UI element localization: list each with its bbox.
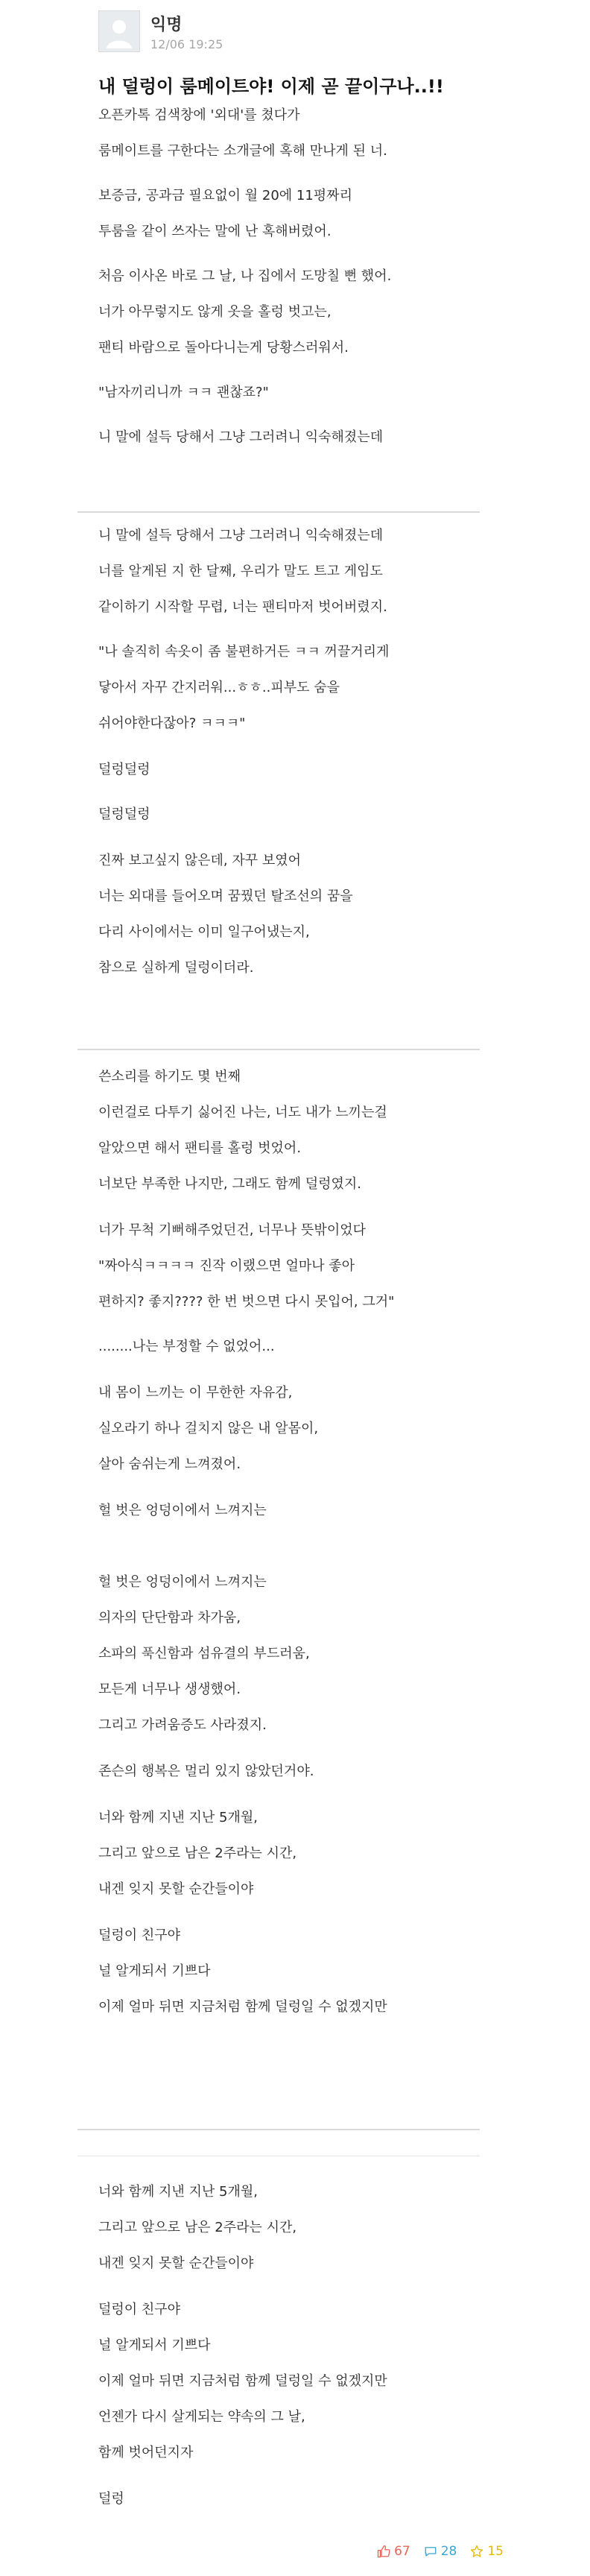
- body-line: 처음 이사온 바로 그 날, 나 집에서 도망칠 뻔 했어.: [98, 268, 392, 284]
- body-line: 같이하기 시작할 무렵, 너는 팬티마저 벗어버렸지.: [98, 599, 387, 615]
- body-line: 헐 벗은 엉덩이에서 느껴지는: [98, 1574, 267, 1590]
- post-title: 내 덜렁이 룸메이트야! 이제 곧 끝이구나..!!: [98, 76, 444, 97]
- body-line: 너가 무척 기뻐해주었던건, 너무나 뜻밖이었다: [98, 1222, 366, 1238]
- body-line: 존슨의 행복은 멀리 있지 않았던거야.: [98, 1764, 314, 1779]
- body-line: 내겐 잊지 못할 순간들이야: [98, 1881, 254, 1897]
- like-count: 67: [394, 2544, 410, 2559]
- body-line: 보증금, 공과금 필요없이 월 20에 11평짜리: [98, 188, 352, 203]
- body-line: 너와 함께 지낸 지난 5개월,: [98, 1810, 258, 1825]
- section-divider: [77, 2129, 480, 2130]
- body-line: 그리고 앞으로 남은 2주라는 시간,: [98, 2220, 297, 2235]
- body-line: 너가 아무렇지도 않게 옷을 홀렁 벗고는,: [98, 304, 332, 320]
- body-line: 니 말에 설득 당해서 그냥 그러려니 익숙해졌는데: [98, 429, 384, 445]
- speech-bubble-icon: [424, 2545, 437, 2558]
- body-line: 모든게 너무나 생생했어.: [98, 1682, 241, 1697]
- body-line: "남자끼리니까 ㅋㅋ 괜찮죠?": [98, 385, 269, 400]
- body-line: 의자의 단단함과 차가움,: [98, 1610, 241, 1626]
- body-line: "나 솔직히 속옷이 좀 불편하거든 ㅋㅋ 꺼끌거리게: [98, 644, 390, 660]
- body-line: 쓴소리를 하기도 몇 번째: [98, 1069, 241, 1085]
- body-line: 너와 함께 지낸 지난 5개월,: [98, 2184, 258, 2200]
- body-line: 덜렁이 친구야: [98, 1928, 181, 1943]
- body-line: 덜렁: [98, 2491, 124, 2507]
- body-line: 너보단 부족한 나지만, 그래도 함께 덜렁였지.: [98, 1176, 362, 1192]
- star-icon: [470, 2545, 483, 2558]
- section-divider: [77, 1049, 480, 1050]
- body-line: 널 알게되서 기쁘다: [98, 2337, 211, 2353]
- body-line: 그리고 앞으로 남은 2주라는 시간,: [98, 1846, 297, 1861]
- body-line: 덜렁이 친구야: [98, 2302, 181, 2317]
- like-stat[interactable]: [377, 2544, 410, 2559]
- body-line: 살아 숨쉬는게 느껴졌어.: [98, 1456, 241, 1472]
- post-time: 12/06 19:25: [150, 37, 223, 51]
- body-line: 함께 벗어던지자: [98, 2445, 194, 2460]
- body-line: 내 몸이 느끼는 이 무한한 자유감,: [98, 1385, 293, 1401]
- body-line: 이런걸로 다투기 싫어진 나는, 너도 내가 느끼는걸: [98, 1105, 387, 1120]
- body-line: 팬티 바람으로 돌아다니는게 당황스러워서.: [98, 340, 349, 356]
- body-line: 실오라기 하나 걸치지 않은 내 알몸이,: [98, 1421, 319, 1436]
- body-line: 덜렁덜렁: [98, 762, 150, 777]
- default-avatar-icon: [98, 10, 140, 52]
- body-line: 너를 알게된 지 한 달째, 우리가 말도 트고 게임도: [98, 564, 383, 579]
- body-line: "짜아식ㅋㅋㅋㅋ 진작 이랬으면 얼마나 좋아: [98, 1258, 355, 1274]
- scrap-stat[interactable]: [470, 2544, 504, 2559]
- body-line: 닿아서 자꾸 간지러워...ㅎㅎ..피부도 숨을: [98, 680, 340, 695]
- body-line: 투룸을 같이 쓰자는 말에 난 혹해버렸어.: [98, 224, 332, 239]
- body-line: 소파의 푹신함과 섬유결의 부드러움,: [98, 1646, 310, 1661]
- body-line: 헐 벗은 엉덩이에서 느껴지는: [98, 1503, 267, 1518]
- body-line: 진짜 보고싶지 않은데, 자꾸 보였어: [98, 853, 302, 868]
- body-line: 참으로 실하게 덜렁이더라.: [98, 960, 254, 976]
- body-line: 이제 얼마 뒤면 지금처럼 함께 덜렁일 수 없겠지만: [98, 2373, 387, 2389]
- body-line: 덜렁덜렁: [98, 806, 150, 822]
- body-line: 널 알게되서 기쁘다: [98, 1963, 211, 1979]
- comment-count: 28: [440, 2544, 457, 2559]
- scrap-count: 15: [487, 2544, 504, 2559]
- body-line: 그리고 가려움증도 사라졌지.: [98, 1717, 267, 1733]
- section-divider: [77, 511, 480, 513]
- author-name: 익명: [150, 16, 183, 34]
- body-line: 너는 외대를 들어오며 꿈꿨던 탈조선의 꿈을: [98, 888, 353, 904]
- body-line: 룸메이트를 구한다는 소개글에 혹해 만나게 된 너.: [98, 143, 387, 159]
- body-line: 내겐 잊지 못할 순간들이야: [98, 2255, 254, 2271]
- body-line: 편하지? 좋지???? 한 번 벗으면 다시 못입어, 그거": [98, 1294, 395, 1310]
- body-line: ........나는 부정할 수 없었어...: [98, 1339, 275, 1354]
- body-line: 다리 사이에서는 이미 일구어냈는지,: [98, 924, 310, 940]
- comment-stat[interactable]: [424, 2544, 457, 2559]
- body-line: 쉬어야한다잖아? ㅋㅋㅋ": [98, 716, 246, 731]
- body-line: 알았으면 해서 팬티를 홀렁 벗었어.: [98, 1140, 302, 1156]
- post-stats: [377, 2540, 504, 2563]
- body-line: 이제 얼마 뒤면 지금처럼 함께 덜렁일 수 없겠지만: [98, 1999, 387, 2015]
- body-line: 니 말에 설득 당해서 그냥 그러려니 익숙해졌는데: [98, 528, 384, 543]
- body-line: 언젠가 다시 살게되는 약속의 그 날,: [98, 2409, 305, 2425]
- thumbs-up-icon: [377, 2545, 390, 2558]
- body-line: 오픈카톡 검색창에 '외대'를 쳤다가: [98, 107, 300, 123]
